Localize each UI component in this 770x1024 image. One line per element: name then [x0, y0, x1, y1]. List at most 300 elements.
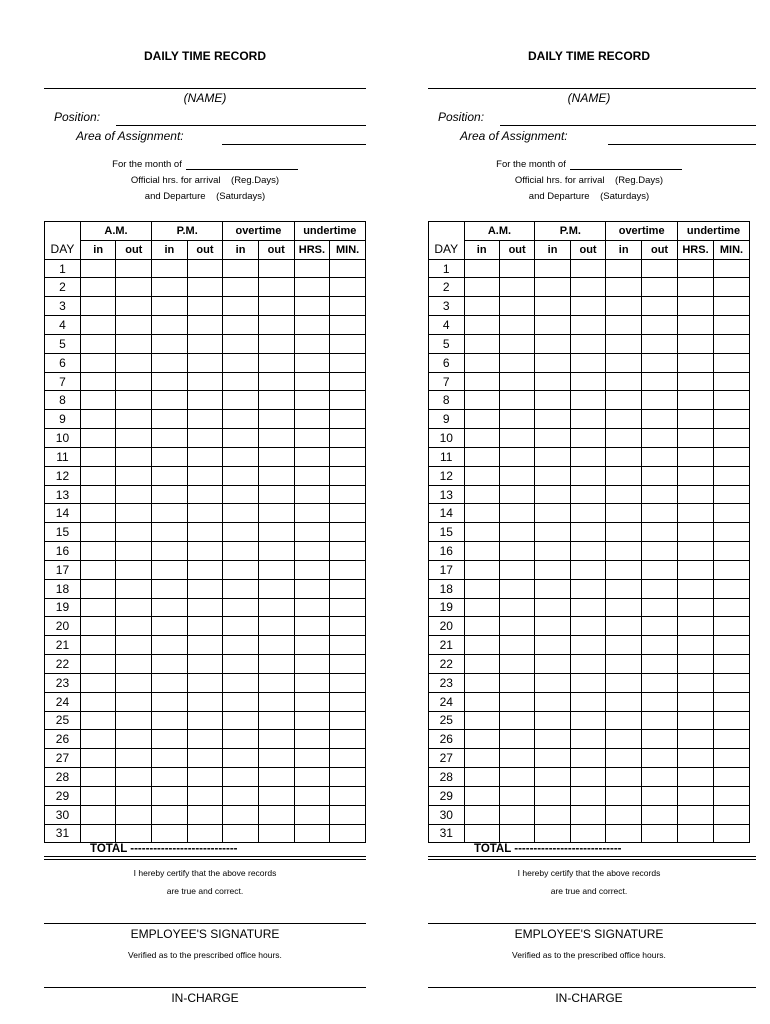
time-entry-cell[interactable] [499, 485, 535, 504]
name-line[interactable] [428, 88, 756, 89]
time-entry-cell[interactable] [714, 805, 750, 824]
time-entry-cell[interactable] [258, 353, 294, 372]
time-entry-cell[interactable] [80, 353, 116, 372]
time-entry-cell[interactable] [714, 278, 750, 297]
time-entry-cell[interactable] [642, 391, 678, 410]
time-entry-cell[interactable] [606, 485, 642, 504]
time-entry-cell[interactable] [152, 768, 188, 787]
time-entry-cell[interactable] [642, 523, 678, 542]
time-entry-cell[interactable] [464, 542, 499, 561]
time-entry-cell[interactable] [80, 749, 116, 768]
time-entry-cell[interactable] [677, 730, 713, 749]
time-entry-cell[interactable] [677, 598, 713, 617]
time-entry-cell[interactable] [464, 447, 499, 466]
time-entry-cell[interactable] [606, 297, 642, 316]
time-entry-cell[interactable] [714, 391, 750, 410]
time-entry-cell[interactable] [294, 673, 330, 692]
time-entry-cell[interactable] [223, 824, 259, 843]
time-entry-cell[interactable] [535, 560, 570, 579]
time-entry-cell[interactable] [714, 560, 750, 579]
time-entry-cell[interactable] [152, 749, 188, 768]
time-entry-cell[interactable] [258, 334, 294, 353]
time-entry-cell[interactable] [116, 353, 152, 372]
time-entry-cell[interactable] [187, 692, 223, 711]
time-entry-cell[interactable] [642, 334, 678, 353]
time-entry-cell[interactable] [116, 334, 152, 353]
time-entry-cell[interactable] [677, 278, 713, 297]
time-entry-cell[interactable] [677, 692, 713, 711]
time-entry-cell[interactable] [606, 523, 642, 542]
area-of-assignment-line[interactable] [608, 144, 756, 145]
time-entry-cell[interactable] [714, 598, 750, 617]
time-entry-cell[interactable] [223, 466, 259, 485]
time-entry-cell[interactable] [714, 297, 750, 316]
time-entry-cell[interactable] [80, 768, 116, 787]
time-entry-cell[interactable] [606, 749, 642, 768]
time-entry-cell[interactable] [606, 786, 642, 805]
time-entry-cell[interactable] [258, 466, 294, 485]
time-entry-cell[interactable] [223, 560, 259, 579]
time-entry-cell[interactable] [499, 655, 535, 674]
time-entry-cell[interactable] [152, 636, 188, 655]
time-entry-cell[interactable] [570, 523, 606, 542]
time-entry-cell[interactable] [535, 655, 570, 674]
time-entry-cell[interactable] [116, 429, 152, 448]
time-entry-cell[interactable] [677, 542, 713, 561]
time-entry-cell[interactable] [499, 749, 535, 768]
time-entry-cell[interactable] [152, 259, 188, 278]
time-entry-cell[interactable] [499, 334, 535, 353]
time-entry-cell[interactable] [499, 542, 535, 561]
time-entry-cell[interactable] [116, 598, 152, 617]
time-entry-cell[interactable] [223, 786, 259, 805]
time-entry-cell[interactable] [330, 447, 366, 466]
time-entry-cell[interactable] [570, 447, 606, 466]
time-entry-cell[interactable] [570, 297, 606, 316]
time-entry-cell[interactable] [294, 692, 330, 711]
time-entry-cell[interactable] [642, 297, 678, 316]
time-entry-cell[interactable] [152, 655, 188, 674]
time-entry-cell[interactable] [499, 692, 535, 711]
time-entry-cell[interactable] [187, 730, 223, 749]
time-entry-cell[interactable] [80, 579, 116, 598]
time-entry-cell[interactable] [677, 504, 713, 523]
time-entry-cell[interactable] [535, 617, 570, 636]
time-entry-cell[interactable] [570, 466, 606, 485]
time-entry-cell[interactable] [570, 768, 606, 787]
time-entry-cell[interactable] [535, 636, 570, 655]
time-entry-cell[interactable] [606, 410, 642, 429]
time-entry-cell[interactable] [330, 786, 366, 805]
time-entry-cell[interactable] [80, 504, 116, 523]
time-entry-cell[interactable] [152, 805, 188, 824]
time-entry-cell[interactable] [499, 523, 535, 542]
time-entry-cell[interactable] [330, 523, 366, 542]
time-entry-cell[interactable] [642, 636, 678, 655]
time-entry-cell[interactable] [677, 297, 713, 316]
time-entry-cell[interactable] [535, 353, 570, 372]
time-entry-cell[interactable] [464, 655, 499, 674]
time-entry-cell[interactable] [80, 466, 116, 485]
time-entry-cell[interactable] [116, 617, 152, 636]
time-entry-cell[interactable] [714, 485, 750, 504]
time-entry-cell[interactable] [677, 579, 713, 598]
time-entry-cell[interactable] [330, 334, 366, 353]
time-entry-cell[interactable] [570, 334, 606, 353]
time-entry-cell[interactable] [80, 523, 116, 542]
in-charge-signature-line[interactable] [428, 987, 756, 988]
time-entry-cell[interactable] [330, 259, 366, 278]
time-entry-cell[interactable] [330, 504, 366, 523]
time-entry-cell[interactable] [187, 372, 223, 391]
time-entry-cell[interactable] [294, 429, 330, 448]
time-entry-cell[interactable] [535, 673, 570, 692]
time-entry-cell[interactable] [187, 429, 223, 448]
time-entry-cell[interactable] [80, 786, 116, 805]
time-entry-cell[interactable] [464, 353, 499, 372]
time-entry-cell[interactable] [606, 429, 642, 448]
time-entry-cell[interactable] [570, 410, 606, 429]
time-entry-cell[interactable] [258, 636, 294, 655]
time-entry-cell[interactable] [187, 560, 223, 579]
time-entry-cell[interactable] [223, 353, 259, 372]
time-entry-cell[interactable] [330, 768, 366, 787]
time-entry-cell[interactable] [606, 805, 642, 824]
month-line[interactable] [570, 160, 682, 170]
time-entry-cell[interactable] [535, 730, 570, 749]
time-entry-cell[interactable] [677, 372, 713, 391]
time-entry-cell[interactable] [294, 447, 330, 466]
time-entry-cell[interactable] [642, 730, 678, 749]
time-entry-cell[interactable] [258, 504, 294, 523]
time-entry-cell[interactable] [80, 334, 116, 353]
time-entry-cell[interactable] [258, 786, 294, 805]
time-entry-cell[interactable] [570, 749, 606, 768]
time-entry-cell[interactable] [499, 504, 535, 523]
time-entry-cell[interactable] [535, 542, 570, 561]
time-entry-cell[interactable] [499, 429, 535, 448]
time-entry-cell[interactable] [535, 297, 570, 316]
time-entry-cell[interactable] [294, 824, 330, 843]
time-entry-cell[interactable] [464, 429, 499, 448]
time-entry-cell[interactable] [187, 711, 223, 730]
time-entry-cell[interactable] [294, 636, 330, 655]
time-entry-cell[interactable] [606, 391, 642, 410]
time-entry-cell[interactable] [258, 560, 294, 579]
time-entry-cell[interactable] [223, 334, 259, 353]
time-entry-cell[interactable] [535, 504, 570, 523]
time-entry-cell[interactable] [152, 598, 188, 617]
time-entry-cell[interactable] [152, 617, 188, 636]
time-entry-cell[interactable] [223, 542, 259, 561]
time-entry-cell[interactable] [294, 617, 330, 636]
time-entry-cell[interactable] [606, 447, 642, 466]
time-entry-cell[interactable] [330, 692, 366, 711]
time-entry-cell[interactable] [677, 410, 713, 429]
time-entry-cell[interactable] [116, 372, 152, 391]
time-entry-cell[interactable] [642, 579, 678, 598]
time-entry-cell[interactable] [570, 673, 606, 692]
time-entry-cell[interactable] [152, 504, 188, 523]
time-entry-cell[interactable] [80, 711, 116, 730]
time-entry-cell[interactable] [714, 523, 750, 542]
time-entry-cell[interactable] [606, 711, 642, 730]
time-entry-cell[interactable] [223, 711, 259, 730]
time-entry-cell[interactable] [535, 523, 570, 542]
time-entry-cell[interactable] [677, 466, 713, 485]
time-entry-cell[interactable] [187, 824, 223, 843]
time-entry-cell[interactable] [116, 259, 152, 278]
time-entry-cell[interactable] [116, 523, 152, 542]
time-entry-cell[interactable] [606, 730, 642, 749]
time-entry-cell[interactable] [642, 504, 678, 523]
time-entry-cell[interactable] [223, 579, 259, 598]
time-entry-cell[interactable] [223, 523, 259, 542]
time-entry-cell[interactable] [714, 749, 750, 768]
time-entry-cell[interactable] [535, 447, 570, 466]
time-entry-cell[interactable] [116, 579, 152, 598]
time-entry-cell[interactable] [642, 429, 678, 448]
time-entry-cell[interactable] [499, 636, 535, 655]
time-entry-cell[interactable] [258, 542, 294, 561]
time-entry-cell[interactable] [330, 711, 366, 730]
time-entry-cell[interactable] [187, 542, 223, 561]
time-entry-cell[interactable] [152, 560, 188, 579]
time-entry-cell[interactable] [152, 579, 188, 598]
time-entry-cell[interactable] [677, 617, 713, 636]
time-entry-cell[interactable] [187, 485, 223, 504]
time-entry-cell[interactable] [152, 730, 188, 749]
time-entry-cell[interactable] [187, 636, 223, 655]
time-entry-cell[interactable] [677, 673, 713, 692]
time-entry-cell[interactable] [499, 711, 535, 730]
time-entry-cell[interactable] [464, 297, 499, 316]
time-entry-cell[interactable] [294, 297, 330, 316]
time-entry-cell[interactable] [642, 598, 678, 617]
time-entry-cell[interactable] [677, 636, 713, 655]
time-entry-cell[interactable] [294, 504, 330, 523]
time-entry-cell[interactable] [258, 447, 294, 466]
time-entry-cell[interactable] [464, 673, 499, 692]
time-entry-cell[interactable] [152, 353, 188, 372]
time-entry-cell[interactable] [258, 730, 294, 749]
time-entry-cell[interactable] [294, 560, 330, 579]
time-entry-cell[interactable] [80, 278, 116, 297]
time-entry-cell[interactable] [294, 749, 330, 768]
time-entry-cell[interactable] [258, 824, 294, 843]
time-entry-cell[interactable] [116, 730, 152, 749]
time-entry-cell[interactable] [258, 598, 294, 617]
time-entry-cell[interactable] [606, 636, 642, 655]
time-entry-cell[interactable] [570, 259, 606, 278]
time-entry-cell[interactable] [223, 316, 259, 335]
time-entry-cell[interactable] [714, 410, 750, 429]
time-entry-cell[interactable] [152, 429, 188, 448]
time-entry-cell[interactable] [258, 297, 294, 316]
time-entry-cell[interactable] [535, 692, 570, 711]
time-entry-cell[interactable] [223, 730, 259, 749]
time-entry-cell[interactable] [606, 560, 642, 579]
time-entry-cell[interactable] [642, 316, 678, 335]
time-entry-cell[interactable] [258, 372, 294, 391]
time-entry-cell[interactable] [330, 598, 366, 617]
time-entry-cell[interactable] [464, 466, 499, 485]
time-entry-cell[interactable] [677, 824, 713, 843]
time-entry-cell[interactable] [714, 466, 750, 485]
time-entry-cell[interactable] [223, 655, 259, 674]
time-entry-cell[interactable] [642, 786, 678, 805]
position-line[interactable] [116, 125, 366, 126]
time-entry-cell[interactable] [223, 447, 259, 466]
time-entry-cell[interactable] [606, 617, 642, 636]
time-entry-cell[interactable] [80, 391, 116, 410]
time-entry-cell[interactable] [294, 353, 330, 372]
time-entry-cell[interactable] [294, 485, 330, 504]
time-entry-cell[interactable] [116, 485, 152, 504]
time-entry-cell[interactable] [714, 353, 750, 372]
time-entry-cell[interactable] [714, 636, 750, 655]
time-entry-cell[interactable] [677, 560, 713, 579]
time-entry-cell[interactable] [464, 768, 499, 787]
time-entry-cell[interactable] [464, 805, 499, 824]
time-entry-cell[interactable] [570, 711, 606, 730]
time-entry-cell[interactable] [535, 805, 570, 824]
time-entry-cell[interactable] [223, 617, 259, 636]
time-entry-cell[interactable] [80, 598, 116, 617]
time-entry-cell[interactable] [677, 805, 713, 824]
time-entry-cell[interactable] [570, 429, 606, 448]
time-entry-cell[interactable] [187, 297, 223, 316]
time-entry-cell[interactable] [187, 447, 223, 466]
time-entry-cell[interactable] [499, 391, 535, 410]
time-entry-cell[interactable] [330, 466, 366, 485]
time-entry-cell[interactable] [677, 768, 713, 787]
time-entry-cell[interactable] [499, 805, 535, 824]
time-entry-cell[interactable] [677, 259, 713, 278]
time-entry-cell[interactable] [714, 372, 750, 391]
time-entry-cell[interactable] [116, 824, 152, 843]
time-entry-cell[interactable] [116, 297, 152, 316]
time-entry-cell[interactable] [535, 259, 570, 278]
time-entry-cell[interactable] [116, 749, 152, 768]
time-entry-cell[interactable] [116, 504, 152, 523]
time-entry-cell[interactable] [116, 316, 152, 335]
time-entry-cell[interactable] [714, 711, 750, 730]
time-entry-cell[interactable] [606, 334, 642, 353]
area-of-assignment-line[interactable] [222, 144, 366, 145]
time-entry-cell[interactable] [464, 711, 499, 730]
time-entry-cell[interactable] [258, 410, 294, 429]
time-entry-cell[interactable] [535, 598, 570, 617]
time-entry-cell[interactable] [330, 824, 366, 843]
time-entry-cell[interactable] [464, 523, 499, 542]
time-entry-cell[interactable] [116, 786, 152, 805]
time-entry-cell[interactable] [80, 730, 116, 749]
time-entry-cell[interactable] [642, 617, 678, 636]
time-entry-cell[interactable] [535, 429, 570, 448]
time-entry-cell[interactable] [499, 372, 535, 391]
time-entry-cell[interactable] [258, 692, 294, 711]
time-entry-cell[interactable] [258, 278, 294, 297]
time-entry-cell[interactable] [330, 655, 366, 674]
time-entry-cell[interactable] [642, 805, 678, 824]
time-entry-cell[interactable] [570, 316, 606, 335]
time-entry-cell[interactable] [535, 278, 570, 297]
time-entry-cell[interactable] [499, 410, 535, 429]
time-entry-cell[interactable] [258, 523, 294, 542]
time-entry-cell[interactable] [330, 297, 366, 316]
time-entry-cell[interactable] [642, 410, 678, 429]
time-entry-cell[interactable] [258, 768, 294, 787]
time-entry-cell[interactable] [677, 429, 713, 448]
time-entry-cell[interactable] [714, 504, 750, 523]
time-entry-cell[interactable] [187, 655, 223, 674]
time-entry-cell[interactable] [464, 278, 499, 297]
time-entry-cell[interactable] [677, 391, 713, 410]
time-entry-cell[interactable] [677, 353, 713, 372]
time-entry-cell[interactable] [294, 316, 330, 335]
time-entry-cell[interactable] [535, 768, 570, 787]
time-entry-cell[interactable] [80, 297, 116, 316]
time-entry-cell[interactable] [570, 730, 606, 749]
time-entry-cell[interactable] [330, 410, 366, 429]
time-entry-cell[interactable] [116, 655, 152, 674]
time-entry-cell[interactable] [116, 692, 152, 711]
time-entry-cell[interactable] [187, 673, 223, 692]
time-entry-cell[interactable] [677, 786, 713, 805]
time-entry-cell[interactable] [80, 655, 116, 674]
time-entry-cell[interactable] [330, 730, 366, 749]
time-entry-cell[interactable] [223, 636, 259, 655]
time-entry-cell[interactable] [499, 560, 535, 579]
time-entry-cell[interactable] [116, 673, 152, 692]
time-entry-cell[interactable] [223, 485, 259, 504]
time-entry-cell[interactable] [606, 316, 642, 335]
time-entry-cell[interactable] [152, 673, 188, 692]
month-line[interactable] [186, 160, 298, 170]
time-entry-cell[interactable] [464, 579, 499, 598]
time-entry-cell[interactable] [642, 673, 678, 692]
time-entry-cell[interactable] [606, 655, 642, 674]
time-entry-cell[interactable] [116, 560, 152, 579]
time-entry-cell[interactable] [187, 466, 223, 485]
time-entry-cell[interactable] [677, 749, 713, 768]
time-entry-cell[interactable] [80, 692, 116, 711]
time-entry-cell[interactable] [464, 598, 499, 617]
time-entry-cell[interactable] [570, 824, 606, 843]
time-entry-cell[interactable] [642, 768, 678, 787]
time-entry-cell[interactable] [570, 504, 606, 523]
time-entry-cell[interactable] [570, 485, 606, 504]
time-entry-cell[interactable] [642, 278, 678, 297]
time-entry-cell[interactable] [642, 259, 678, 278]
time-entry-cell[interactable] [80, 824, 116, 843]
time-entry-cell[interactable] [258, 316, 294, 335]
time-entry-cell[interactable] [464, 372, 499, 391]
time-entry-cell[interactable] [570, 692, 606, 711]
time-entry-cell[interactable] [152, 372, 188, 391]
time-entry-cell[interactable] [223, 749, 259, 768]
time-entry-cell[interactable] [677, 711, 713, 730]
time-entry-cell[interactable] [606, 598, 642, 617]
time-entry-cell[interactable] [116, 466, 152, 485]
time-entry-cell[interactable] [80, 673, 116, 692]
time-entry-cell[interactable] [294, 259, 330, 278]
time-entry-cell[interactable] [294, 655, 330, 674]
time-entry-cell[interactable] [294, 786, 330, 805]
time-entry-cell[interactable] [152, 824, 188, 843]
time-entry-cell[interactable] [677, 447, 713, 466]
